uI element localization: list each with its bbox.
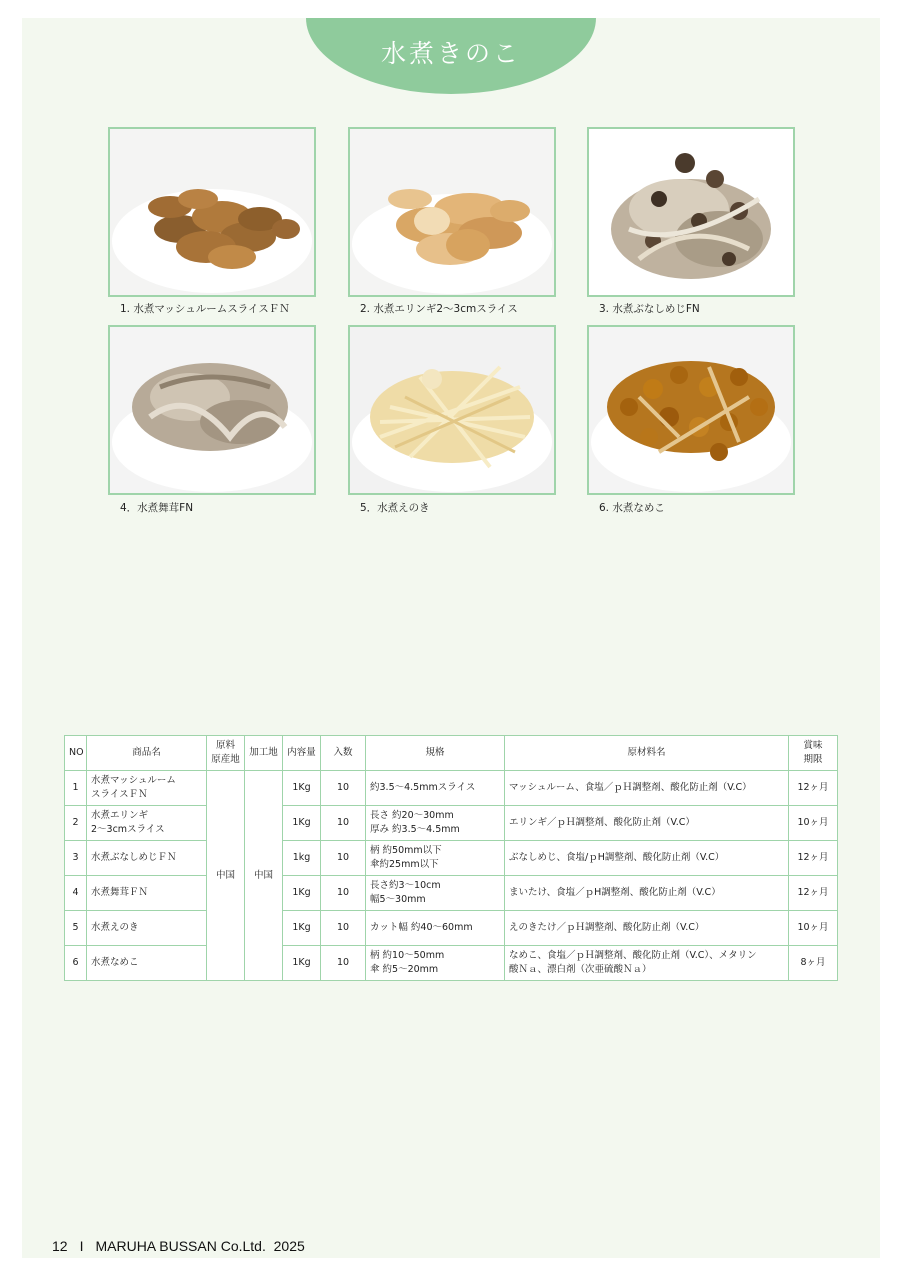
page-footer (52, 1238, 305, 1254)
cell-product-name: 水煮えのき (87, 911, 207, 946)
table-row (65, 876, 838, 911)
company-name: MARUHA BUSSAN Co.Ltd. (95, 1238, 266, 1254)
photo-caption-3: 3. 水煮ぶなしめじFN (599, 303, 700, 315)
nameko-image (589, 327, 793, 493)
cell-spec: 長さ 約20～30mm 厚み 約3.5～4.5mm (366, 806, 505, 841)
header-no: NO (65, 736, 87, 771)
cell-content: 1Kg (283, 806, 321, 841)
photo-nameko (587, 325, 795, 495)
header-content: 内容量 (283, 736, 321, 771)
cell-no: 6 (65, 946, 87, 981)
cell-product-name: 水煮ぶなしめじＦＮ (87, 841, 207, 876)
cell-spec: 長さ約3～10cm 幅5～30mm (366, 876, 505, 911)
cell-shelf-life: 8ヶ月 (789, 946, 838, 981)
cell-no: 5 (65, 911, 87, 946)
photo-maitake (108, 325, 316, 495)
cell-quantity: 10 (321, 876, 366, 911)
cell-shelf-life: 12ヶ月 (789, 771, 838, 806)
header-process-place: 加工地 (245, 736, 283, 771)
cell-quantity: 10 (321, 946, 366, 981)
cell-no: 2 (65, 806, 87, 841)
cell-quantity: 10 (321, 911, 366, 946)
cell-content: 1Kg (283, 946, 321, 981)
product-spec-table (64, 735, 838, 981)
photo-caption-6: 6. 水煮なめこ (599, 502, 665, 514)
cell-ingredients: マッシュルーム、食塩／ｐＨ調整剤、酸化防止剤（V.C） (505, 771, 789, 806)
photo-enoki (348, 325, 556, 495)
cell-origin: 中国 (207, 771, 245, 981)
footer-year: 2025 (273, 1238, 305, 1254)
cell-no: 1 (65, 771, 87, 806)
photo-mushroom-slice (108, 127, 316, 297)
cell-shelf-life: 12ヶ月 (789, 876, 838, 911)
cell-product-name: 水煮エリンギ 2～3cmスライス (87, 806, 207, 841)
footer-separator: I (79, 1238, 84, 1254)
bunashimeji-image (589, 129, 793, 295)
cell-product-name: 水煮舞茸ＦＮ (87, 876, 207, 911)
table-row (65, 771, 838, 806)
maitake-image (110, 327, 314, 493)
enoki-image (350, 327, 554, 493)
cell-content: 1kg (283, 841, 321, 876)
cell-quantity: 10 (321, 841, 366, 876)
header-origin: 原料 原産地 (207, 736, 245, 771)
cell-content: 1Kg (283, 771, 321, 806)
cell-content: 1Kg (283, 876, 321, 911)
cell-content: 1Kg (283, 911, 321, 946)
cell-spec: 柄 約10～50mm 傘 約5～20mm (366, 946, 505, 981)
cell-spec: カット幅 約40～60mm (366, 911, 505, 946)
table-row (65, 946, 838, 981)
cell-ingredients: エリンギ／ｐＨ調整剤、酸化防止剤（V.C） (505, 806, 789, 841)
photo-caption-4: 4．水煮舞茸FN (120, 502, 194, 514)
photo-caption-1: 1. 水煮マッシュルームスライスＦＮ (120, 303, 290, 315)
photo-caption-5: 5．水煮えのき (360, 502, 430, 514)
cell-ingredients: まいたけ、食塩／ｐH調整剤、酸化防止剤（V.C） (505, 876, 789, 911)
header-ingredients: 原材料名 (505, 736, 789, 771)
page-title: 水煮きのこ (380, 39, 521, 68)
cell-no: 4 (65, 876, 87, 911)
eringi-slice-image (350, 129, 554, 295)
table-header-row (65, 736, 838, 771)
cell-ingredients: ぶなしめじ、食塩/ｐH調整剤、酸化防止剤（V.C） (505, 841, 789, 876)
table-row (65, 841, 838, 876)
cell-spec: 柄 約50mm以下 傘約25mm以下 (366, 841, 505, 876)
cell-shelf-life: 12ヶ月 (789, 841, 838, 876)
cell-shelf-life: 10ヶ月 (789, 806, 838, 841)
photo-caption-2: 2. 水煮エリンギ2～3cmスライス (360, 303, 518, 315)
cell-ingredients: なめこ、食塩／ｐＨ調整剤、酸化防止剤（V.C）、メタリン 酸Ｎａ、漂白剤（次亜硫酸Ｎａ） (505, 946, 789, 981)
page-number: 12 (52, 1238, 68, 1254)
cell-shelf-life: 10ヶ月 (789, 911, 838, 946)
mushroom-slice-image (110, 129, 314, 295)
header-quantity: 入数 (321, 736, 366, 771)
cell-ingredients: えのきたけ／ｐＨ調整剤、酸化防止剤（V.C） (505, 911, 789, 946)
cell-no: 3 (65, 841, 87, 876)
header-shelf-life: 賞味 期限 (789, 736, 838, 771)
table-row (65, 911, 838, 946)
header-product-name: 商品名 (87, 736, 207, 771)
cell-quantity: 10 (321, 771, 366, 806)
photo-eringi-slice (348, 127, 556, 297)
table-row (65, 806, 838, 841)
header-spec: 規格 (366, 736, 505, 771)
cell-spec: 約3.5～4.5mmスライス (366, 771, 505, 806)
photo-bunashimeji (587, 127, 795, 297)
cell-quantity: 10 (321, 806, 366, 841)
cell-product-name: 水煮なめこ (87, 946, 207, 981)
cell-product-name: 水煮マッシュルーム スライスＦＮ (87, 771, 207, 806)
cell-process-place: 中国 (245, 771, 283, 981)
